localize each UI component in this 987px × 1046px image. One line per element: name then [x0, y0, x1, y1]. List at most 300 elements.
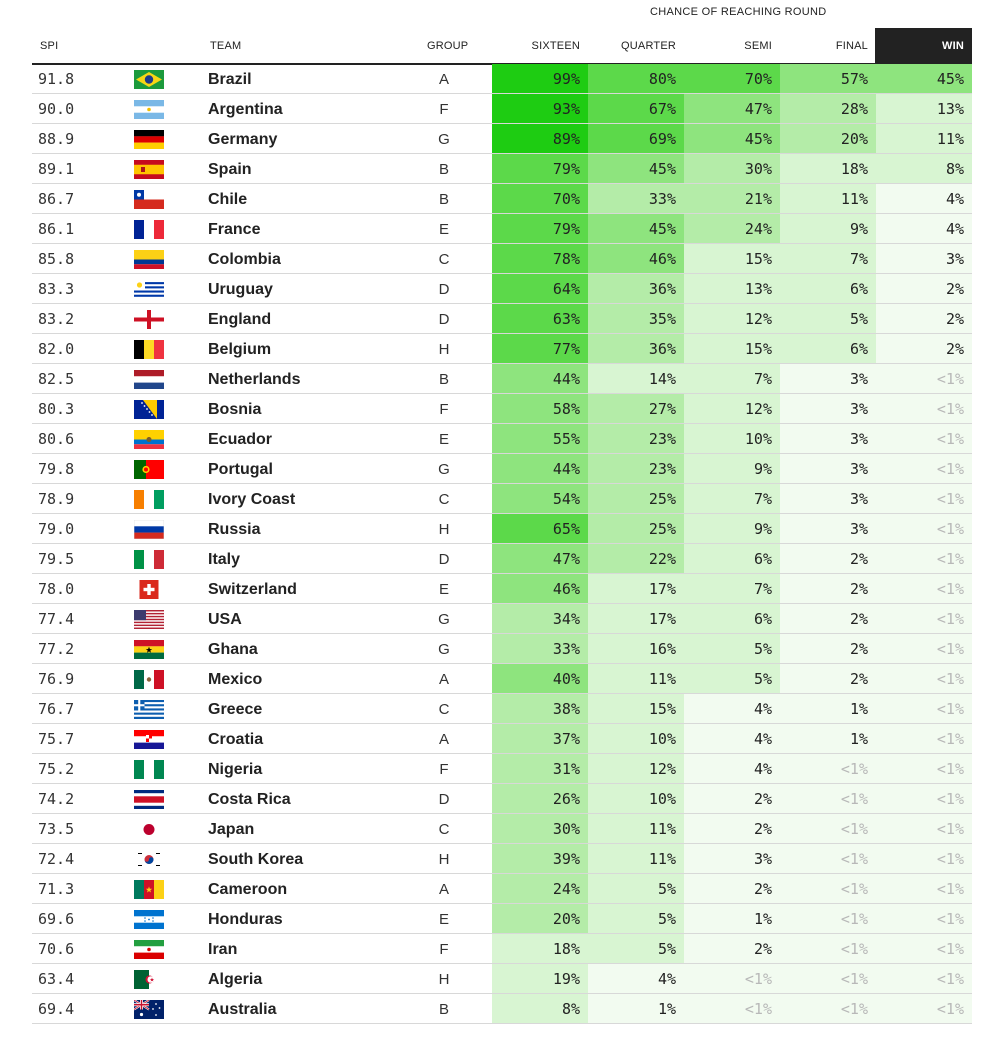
semi-chance-cell: 7% [684, 364, 780, 393]
germany-flag-icon [134, 130, 164, 149]
semi-chance-cell: 70% [684, 64, 780, 93]
final-chance-cell: 20% [780, 124, 876, 153]
column-header-sixteen[interactable]: SIXTEEN [531, 40, 580, 52]
semi-chance-cell: 45% [684, 124, 780, 153]
group-letter: H [438, 521, 450, 538]
quarter-chance-cell: 36% [588, 334, 684, 363]
final-chance-cell: 2% [780, 634, 876, 663]
spi-value: 82.5 [38, 370, 75, 388]
semi-chance-cell: 21% [684, 184, 780, 213]
sixteen-chance-cell: 63% [492, 304, 588, 333]
italy-flag-icon [134, 550, 164, 569]
group-letter: A [438, 731, 449, 748]
team-name: Netherlands [208, 371, 301, 388]
win-chance-cell: 2% [876, 304, 972, 333]
final-chance-cell: <1% [780, 874, 876, 903]
win-chance-cell: <1% [876, 964, 972, 993]
win-chance-cell: <1% [876, 844, 972, 873]
sixteen-chance-cell: 44% [492, 454, 588, 483]
argentina-flag-icon [134, 100, 164, 119]
team-name: Australia [208, 1001, 277, 1018]
table-body [32, 64, 972, 1024]
semi-chance-cell: 15% [684, 334, 780, 363]
group-letter: B [438, 191, 449, 208]
team-name: Ghana [208, 641, 258, 658]
team-name: Algeria [208, 971, 263, 988]
win-chance-cell: <1% [876, 814, 972, 843]
nigeria-flag-icon [134, 760, 164, 779]
semi-chance-cell: 3% [684, 844, 780, 873]
brazil-flag-icon [134, 70, 164, 89]
spi-value: 63.4 [38, 970, 75, 988]
table-row [32, 424, 972, 454]
final-chance-cell: 2% [780, 664, 876, 693]
quarter-chance-cell: 27% [588, 394, 684, 423]
team-name: Italy [208, 551, 241, 568]
spi-value: 86.7 [38, 190, 75, 208]
croatia-flag-icon [134, 730, 164, 749]
team-name: Belgium [208, 341, 272, 358]
team-name: Ecuador [208, 431, 273, 448]
column-header-quarter[interactable]: QUARTER [621, 40, 676, 52]
final-chance-cell: 3% [780, 364, 876, 393]
team-name: Cameroon [208, 881, 288, 898]
win-chance-cell: <1% [876, 544, 972, 573]
table-row [32, 604, 972, 634]
table-row [32, 844, 972, 874]
group-letter: H [438, 851, 450, 868]
sixteen-chance-cell: 8% [492, 994, 588, 1023]
group-letter: G [438, 611, 450, 628]
spi-value: 86.1 [38, 220, 75, 238]
final-chance-cell: 2% [780, 604, 876, 633]
team-name: Honduras [208, 911, 283, 928]
team-name: Russia [208, 521, 261, 538]
semi-chance-cell: 12% [684, 394, 780, 423]
table-row [32, 214, 972, 244]
quarter-chance-cell: 25% [588, 514, 684, 543]
quarter-chance-cell: 45% [588, 154, 684, 183]
group-letter: E [438, 431, 449, 448]
ghana-flag-icon [134, 640, 164, 659]
group-letter: D [438, 281, 450, 298]
japan-flag-icon [134, 820, 164, 839]
final-chance-cell: 6% [780, 334, 876, 363]
semi-chance-cell: 2% [684, 814, 780, 843]
final-chance-cell: 3% [780, 394, 876, 423]
semi-chance-cell: 2% [684, 934, 780, 963]
column-header-spi[interactable]: SPI [40, 40, 59, 52]
sixteen-chance-cell: 93% [492, 94, 588, 123]
group-letter: C [438, 491, 450, 508]
semi-chance-cell: 9% [684, 454, 780, 483]
group-letter: C [438, 701, 450, 718]
quarter-chance-cell: 46% [588, 244, 684, 273]
sixteen-chance-cell: 38% [492, 694, 588, 723]
final-chance-cell: <1% [780, 784, 876, 813]
australia-flag-icon [134, 1000, 164, 1019]
final-chance-cell: <1% [780, 844, 876, 873]
column-header-semi[interactable]: SEMI [744, 40, 772, 52]
table-row [32, 514, 972, 544]
spi-value: 76.9 [38, 670, 75, 688]
group-letter: F [439, 401, 449, 418]
group-letter: D [438, 311, 450, 328]
table-row [32, 934, 972, 964]
table-row [32, 454, 972, 484]
spi-value: 72.4 [38, 850, 75, 868]
semi-chance-cell: 4% [684, 694, 780, 723]
win-chance-cell: <1% [876, 604, 972, 633]
final-chance-cell: 3% [780, 484, 876, 513]
spi-value: 80.6 [38, 430, 75, 448]
semi-chance-cell: 1% [684, 904, 780, 933]
win-chance-cell: 4% [876, 184, 972, 213]
column-header-team[interactable]: TEAM [210, 40, 242, 52]
semi-chance-cell: 5% [684, 634, 780, 663]
ecuador-flag-icon [134, 430, 164, 449]
sixteen-chance-cell: 20% [492, 904, 588, 933]
switzerland-flag-icon [134, 580, 164, 599]
sixteen-chance-cell: 44% [492, 364, 588, 393]
table-header [32, 28, 972, 65]
sixteen-chance-cell: 40% [492, 664, 588, 693]
win-chance-cell: <1% [876, 724, 972, 753]
costa-rica-flag-icon [134, 790, 164, 809]
quarter-chance-cell: 45% [588, 214, 684, 243]
spi-value: 75.2 [38, 760, 75, 778]
spi-value: 79.8 [38, 460, 75, 478]
group-letter: E [438, 581, 449, 598]
final-chance-cell: <1% [780, 904, 876, 933]
team-name: Switzerland [208, 581, 297, 598]
group-letter: G [438, 461, 450, 478]
sixteen-chance-cell: 77% [492, 334, 588, 363]
quarter-chance-cell: 25% [588, 484, 684, 513]
win-chance-cell: <1% [876, 454, 972, 483]
sixteen-chance-cell: 58% [492, 394, 588, 423]
team-name: Germany [208, 131, 278, 148]
group-letter: G [438, 641, 450, 658]
team-name: Brazil [208, 71, 252, 88]
spi-value: 69.6 [38, 910, 75, 928]
quarter-chance-cell: 5% [588, 904, 684, 933]
sixteen-chance-cell: 31% [492, 754, 588, 783]
spi-value: 91.8 [38, 70, 75, 88]
sixteen-chance-cell: 54% [492, 484, 588, 513]
sixteen-chance-cell: 24% [492, 874, 588, 903]
semi-chance-cell: 12% [684, 304, 780, 333]
semi-chance-cell: 2% [684, 784, 780, 813]
semi-chance-cell: 5% [684, 664, 780, 693]
sixteen-chance-cell: 18% [492, 934, 588, 963]
quarter-chance-cell: 17% [588, 574, 684, 603]
group-letter: G [438, 131, 450, 148]
table-row [32, 124, 972, 154]
bosnia-flag-icon [134, 400, 164, 419]
table-row [32, 334, 972, 364]
russia-flag-icon [134, 520, 164, 539]
quarter-chance-cell: 10% [588, 784, 684, 813]
table-row [32, 544, 972, 574]
table-row [32, 904, 972, 934]
portugal-flag-icon [134, 460, 164, 479]
win-chance-cell: 2% [876, 274, 972, 303]
final-chance-cell: <1% [780, 814, 876, 843]
quarter-chance-cell: 69% [588, 124, 684, 153]
spi-value: 80.3 [38, 400, 75, 418]
quarter-chance-cell: 33% [588, 184, 684, 213]
group-letter: A [438, 881, 449, 898]
spi-value: 88.9 [38, 130, 75, 148]
group-letter: F [439, 101, 449, 118]
sixteen-chance-cell: 65% [492, 514, 588, 543]
final-chance-cell: <1% [780, 964, 876, 993]
win-chance-cell: <1% [876, 784, 972, 813]
spi-value: 69.4 [38, 1000, 75, 1018]
team-name: Argentina [208, 101, 283, 118]
team-name: Japan [208, 821, 255, 838]
colombia-flag-icon [134, 250, 164, 269]
ivory-coast-flag-icon [134, 490, 164, 509]
quarter-chance-cell: 1% [588, 994, 684, 1023]
semi-chance-cell: 4% [684, 754, 780, 783]
semi-chance-cell: 30% [684, 154, 780, 183]
column-header-final[interactable]: FINAL [835, 40, 868, 52]
quarter-chance-cell: 15% [588, 694, 684, 723]
quarter-chance-cell: 14% [588, 364, 684, 393]
team-name: England [208, 311, 272, 328]
spi-value: 85.8 [38, 250, 75, 268]
chile-flag-icon [134, 190, 164, 209]
sixteen-chance-cell: 78% [492, 244, 588, 273]
group-letter: E [438, 221, 449, 238]
quarter-chance-cell: 5% [588, 874, 684, 903]
table-row [32, 724, 972, 754]
sixteen-chance-cell: 46% [492, 574, 588, 603]
table-row [32, 154, 972, 184]
spi-value: 82.0 [38, 340, 75, 358]
spi-value: 75.7 [38, 730, 75, 748]
england-flag-icon [134, 310, 164, 329]
spi-value: 79.0 [38, 520, 75, 538]
semi-chance-cell: 15% [684, 244, 780, 273]
table-row [32, 274, 972, 304]
semi-chance-cell: 4% [684, 724, 780, 753]
team-name: Iran [208, 941, 238, 958]
final-chance-cell: 1% [780, 724, 876, 753]
spi-value: 83.3 [38, 280, 75, 298]
spi-value: 78.9 [38, 490, 75, 508]
final-chance-cell: 2% [780, 544, 876, 573]
group-letter: F [439, 941, 449, 958]
team-name: Uruguay [208, 281, 273, 298]
mexico-flag-icon [134, 670, 164, 689]
quarter-chance-cell: 11% [588, 844, 684, 873]
spi-value: 79.5 [38, 550, 75, 568]
sixteen-chance-cell: 79% [492, 154, 588, 183]
team-name: France [208, 221, 261, 238]
table-row [32, 574, 972, 604]
cameroon-flag-icon [134, 880, 164, 899]
sixteen-chance-cell: 47% [492, 544, 588, 573]
group-letter: A [438, 71, 449, 88]
win-chance-cell: 45% [876, 64, 972, 93]
table-row [32, 64, 972, 94]
spi-value: 71.3 [38, 880, 75, 898]
quarter-chance-cell: 80% [588, 64, 684, 93]
win-chance-cell: <1% [876, 484, 972, 513]
group-letter: F [439, 761, 449, 778]
spi-value: 70.6 [38, 940, 75, 958]
group-letter: C [438, 251, 450, 268]
win-chance-cell: <1% [876, 934, 972, 963]
sixteen-chance-cell: 89% [492, 124, 588, 153]
semi-chance-cell: 9% [684, 514, 780, 543]
group-letter: H [438, 341, 450, 358]
table-row [32, 304, 972, 334]
group-letter: D [438, 551, 450, 568]
column-header-group[interactable]: GROUP [427, 40, 469, 52]
column-header-win[interactable] [876, 28, 972, 63]
semi-chance-cell: 2% [684, 874, 780, 903]
win-chance-cell: <1% [876, 574, 972, 603]
win-chance-cell: 11% [876, 124, 972, 153]
spi-value: 76.7 [38, 700, 75, 718]
spi-value: 74.2 [38, 790, 75, 808]
spi-value: 83.2 [38, 310, 75, 328]
group-letter: H [438, 971, 450, 988]
semi-chance-cell: 13% [684, 274, 780, 303]
win-chance-cell: <1% [876, 754, 972, 783]
table-row [32, 664, 972, 694]
group-letter: E [438, 911, 449, 928]
sixteen-chance-cell: 64% [492, 274, 588, 303]
quarter-chance-cell: 10% [588, 724, 684, 753]
win-chance-cell: 13% [876, 94, 972, 123]
spi-value: 90.0 [38, 100, 75, 118]
algeria-flag-icon [134, 970, 164, 989]
table-row [32, 184, 972, 214]
team-name: USA [208, 611, 242, 628]
semi-chance-cell: 6% [684, 604, 780, 633]
final-chance-cell: 11% [780, 184, 876, 213]
table-row [32, 994, 972, 1024]
table-row [32, 814, 972, 844]
win-chance-cell: 8% [876, 154, 972, 183]
south-korea-flag-icon [134, 850, 164, 869]
quarter-chance-cell: 67% [588, 94, 684, 123]
final-chance-cell: 9% [780, 214, 876, 243]
semi-chance-cell: <1% [684, 964, 780, 993]
sixteen-chance-cell: 39% [492, 844, 588, 873]
sixteen-chance-cell: 70% [492, 184, 588, 213]
team-name: South Korea [208, 851, 304, 868]
sixteen-chance-cell: 37% [492, 724, 588, 753]
spi-value: 77.2 [38, 640, 75, 658]
sixteen-chance-cell: 34% [492, 604, 588, 633]
quarter-chance-cell: 11% [588, 814, 684, 843]
quarter-chance-cell: 4% [588, 964, 684, 993]
table-row [32, 754, 972, 784]
table-row [32, 784, 972, 814]
belgium-flag-icon [134, 340, 164, 359]
column-header-win-label: WIN [942, 40, 964, 52]
quarter-chance-cell: 5% [588, 934, 684, 963]
team-name: Mexico [208, 671, 263, 688]
semi-chance-cell: 24% [684, 214, 780, 243]
win-chance-cell: 4% [876, 214, 972, 243]
semi-chance-cell: 47% [684, 94, 780, 123]
team-name: Ivory Coast [208, 491, 296, 508]
group-letter: B [438, 1001, 449, 1018]
group-letter: C [438, 821, 450, 838]
spi-value: 77.4 [38, 610, 75, 628]
final-chance-cell: 6% [780, 274, 876, 303]
win-chance-cell: 2% [876, 334, 972, 363]
semi-chance-cell: 6% [684, 544, 780, 573]
team-name: Croatia [208, 731, 264, 748]
table-row [32, 964, 972, 994]
win-chance-cell: <1% [876, 664, 972, 693]
final-chance-cell: <1% [780, 994, 876, 1023]
win-chance-cell: <1% [876, 424, 972, 453]
quarter-chance-cell: 16% [588, 634, 684, 663]
sixteen-chance-cell: 30% [492, 814, 588, 843]
win-chance-cell: <1% [876, 634, 972, 663]
win-chance-cell: 3% [876, 244, 972, 273]
team-name: Portugal [208, 461, 273, 478]
final-chance-cell: 5% [780, 304, 876, 333]
greece-flag-icon [134, 700, 164, 719]
win-chance-cell: <1% [876, 364, 972, 393]
sixteen-chance-cell: 26% [492, 784, 588, 813]
quarter-chance-cell: 35% [588, 304, 684, 333]
quarter-chance-cell: 22% [588, 544, 684, 573]
final-chance-cell: 2% [780, 574, 876, 603]
sixteen-chance-cell: 99% [492, 64, 588, 93]
uruguay-flag-icon [134, 280, 164, 299]
netherlands-flag-icon [134, 370, 164, 389]
win-chance-cell: <1% [876, 514, 972, 543]
quarter-chance-cell: 23% [588, 454, 684, 483]
iran-flag-icon [134, 940, 164, 959]
quarter-chance-cell: 12% [588, 754, 684, 783]
win-chance-cell: <1% [876, 874, 972, 903]
final-chance-cell: 3% [780, 454, 876, 483]
team-name: Greece [208, 701, 263, 718]
final-chance-cell: 18% [780, 154, 876, 183]
team-name: Chile [208, 191, 248, 208]
sixteen-chance-cell: 33% [492, 634, 588, 663]
table-row [32, 364, 972, 394]
group-letter: A [438, 671, 449, 688]
final-chance-cell: 7% [780, 244, 876, 273]
team-name: Nigeria [208, 761, 263, 778]
team-name: Colombia [208, 251, 281, 268]
table-row [32, 244, 972, 274]
table-row [32, 394, 972, 424]
table-row [32, 874, 972, 904]
final-chance-cell: 28% [780, 94, 876, 123]
team-name: Costa Rica [208, 791, 291, 808]
group-letter: D [438, 791, 450, 808]
france-flag-icon [134, 220, 164, 239]
table-row [32, 634, 972, 664]
quarter-chance-cell: 11% [588, 664, 684, 693]
honduras-flag-icon [134, 910, 164, 929]
spi-value: 89.1 [38, 160, 75, 178]
